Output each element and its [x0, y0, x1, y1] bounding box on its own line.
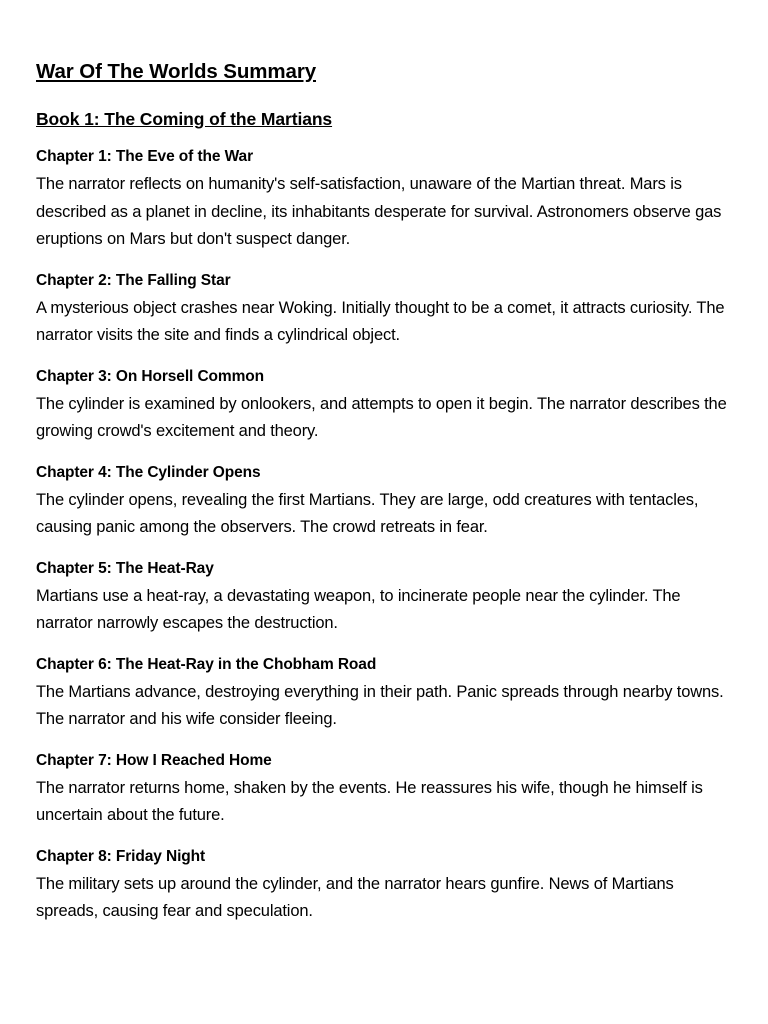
chapter-heading: Chapter 8: Friday Night — [36, 847, 206, 865]
chapter-3 — [36, 366, 738, 446]
document-title: War Of The Worlds Summary — [36, 60, 316, 83]
chapter-heading: Chapter 1: The Eve of the War — [36, 148, 254, 165]
chapter-2 — [36, 270, 738, 350]
chapter-1 — [36, 146, 738, 254]
chapter-summary: The Martians advance, destroying everything in their path. Panic spreads through nearby towns. The narrator and his wife consider fleeing. — [36, 682, 724, 728]
chapter-4 — [36, 462, 738, 542]
chapter-summary: The narrator reflects on humanity's self-satisfaction, unaware of the Martian threat. Mars is described as a planet in decline, its inhabitants desperate for survival. Astronomers observe gas eruptions on Mars but don't suspect danger. — [36, 175, 722, 248]
chapter-heading: Chapter 4: The Cylinder Opens — [36, 463, 261, 481]
chapter-6 — [36, 654, 738, 734]
chapter-heading: Chapter 3: On Horsell Common — [36, 367, 265, 385]
chapter-5 — [36, 558, 738, 638]
chapter-heading: Chapter 2: The Falling Star — [36, 271, 231, 289]
chapter-heading: Chapter 5: The Heat-Ray — [36, 559, 214, 577]
chapter-heading: Chapter 6: The Heat-Ray in the Chobham Road — [36, 655, 377, 673]
chapter-8 — [36, 846, 738, 926]
chapter-summary: The military sets up around the cylinder, and the narrator hears gunfire. News of Martians spreads, causing fear and speculation. — [36, 874, 674, 920]
chapter-summary: The cylinder opens, revealing the first Martians. They are large, odd creatures with tentacles, causing panic among the observers. The crowd retreats in fear. — [36, 490, 699, 536]
chapter-summary: Martians use a heat-ray, a devastating weapon, to incinerate people near the cylinder. The narrator narrowly escapes the destruction. — [36, 586, 681, 632]
chapter-7 — [36, 750, 738, 830]
chapter-summary: The narrator returns home, shaken by the events. He reassures his wife, though he himself is uncertain about the future. — [36, 778, 703, 824]
book-title: Book 1: The Coming of the Martians — [36, 109, 333, 129]
chapter-summary: The cylinder is examined by onlookers, and attempts to open it begin. The narrator describes the growing crowd's excitement and theory. — [36, 394, 727, 440]
chapter-summary: A mysterious object crashes near Woking. Initially thought to be a comet, it attracts curiosity. The narrator visits the site and finds a cylindrical object. — [36, 298, 725, 344]
chapter-heading: Chapter 7: How I Reached Home — [36, 751, 272, 769]
